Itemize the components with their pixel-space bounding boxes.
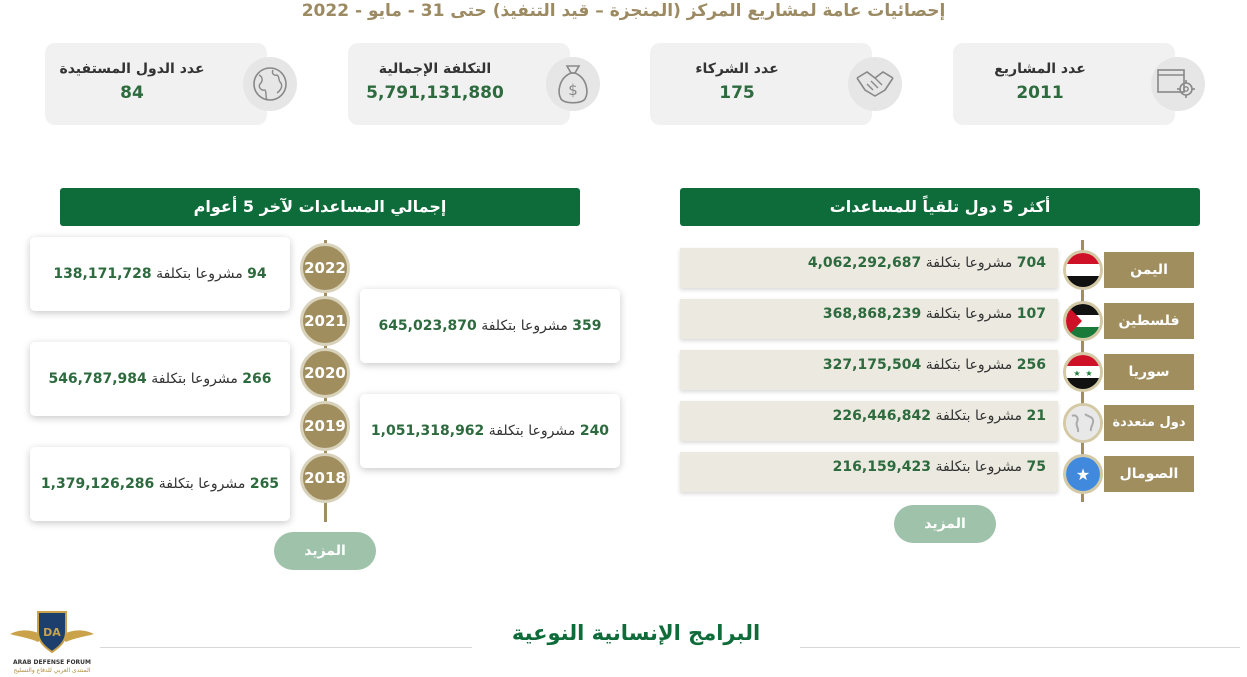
country-row-multiple[interactable]	[680, 401, 1058, 441]
year-badge-2020[interactable]: 2020	[300, 348, 350, 398]
country-row-syria[interactable]	[680, 350, 1058, 390]
stat-card-partners	[650, 43, 872, 125]
handshake-icon	[848, 57, 902, 111]
countries-more-button[interactable]: المزيد	[894, 505, 996, 543]
stat-label: عدد الشركاء	[695, 61, 779, 77]
svg-text:★: ★	[1073, 369, 1081, 378]
stat-value: 175	[719, 83, 755, 103]
row-text: مشروعا بتكلفة	[925, 306, 1013, 322]
row-cost: 4,062,292,687	[807, 255, 922, 271]
gear-document-icon	[1151, 57, 1205, 111]
stat-card-projects	[953, 43, 1175, 125]
row-cost: 368,868,239	[822, 306, 922, 322]
project-count: 75	[1026, 459, 1046, 475]
row-text: مشروعا بتكلفة	[481, 318, 568, 334]
country-name-syria[interactable]: سوريا	[1104, 354, 1194, 390]
project-count: 704	[1016, 255, 1046, 271]
row-cost: 327,175,504	[822, 357, 922, 373]
yemen-flag-icon	[1063, 250, 1103, 290]
logo-text-en: ARAB DEFENSE FORUM	[12, 659, 92, 666]
row-text: مشروعا بتكلفة	[935, 459, 1023, 475]
years-more-button[interactable]: المزيد	[274, 532, 376, 570]
row-cost: 546,787,984	[48, 371, 147, 387]
project-count: 94	[247, 266, 267, 282]
stat-label: عدد الدول المستفيدة	[59, 61, 205, 77]
stat-value: 2011	[1016, 83, 1064, 103]
country-name-multiple[interactable]: دول متعددة	[1104, 405, 1194, 441]
row-text: مشروعا بتكلفة	[925, 357, 1013, 373]
country-name-somalia[interactable]: الصومال	[1104, 456, 1194, 492]
svg-text:★: ★	[1075, 465, 1091, 484]
world-map-icon	[1063, 403, 1103, 443]
divider-left	[100, 647, 472, 648]
syria-flag-icon	[1063, 352, 1103, 392]
stat-card-countries	[45, 43, 267, 125]
project-count: 256	[1016, 357, 1046, 373]
palestine-flag-icon	[1063, 301, 1103, 341]
year-badge-2021[interactable]: 2021	[300, 296, 350, 346]
year-badge-2022[interactable]: 2022	[300, 243, 350, 293]
page-title: إحصائيات عامة لمشاريع المركز (المنجزة – قيد التنفيذ) حتى 31 - مايو - 2022	[301, 1, 946, 21]
country-row-somalia[interactable]	[680, 452, 1058, 492]
svg-text:★: ★	[1085, 369, 1093, 378]
money-bag-icon	[546, 57, 600, 111]
row-cost: 216,159,423	[832, 459, 931, 475]
year-card-2022[interactable]	[30, 237, 290, 311]
project-count: 240	[579, 423, 610, 439]
globe-icon	[243, 57, 297, 111]
year-card-2020[interactable]	[30, 342, 290, 416]
row-cost: 645,023,870	[378, 318, 477, 334]
project-count: 265	[249, 476, 280, 492]
logo-initials: DA	[43, 626, 61, 639]
top-countries-header: أكثر 5 دول تلقياً للمساعدات	[680, 188, 1200, 226]
year-badge-2018[interactable]: 2018	[300, 453, 350, 503]
year-badge-2019[interactable]: 2019	[300, 401, 350, 451]
stat-label: التكلفة الإجمالية	[378, 61, 492, 77]
row-text: مشروعا بتكلفة	[488, 423, 576, 439]
stat-value: 84	[120, 83, 144, 103]
country-name-yemen[interactable]: اليمن	[1104, 252, 1194, 288]
stat-value: 5,791,131,880	[366, 83, 504, 103]
year-card-2021[interactable]	[360, 289, 620, 363]
country-row-palestine[interactable]	[680, 299, 1058, 339]
row-cost: 138,171,728	[53, 266, 152, 282]
country-name-palestine[interactable]: فلسطين	[1104, 303, 1194, 339]
row-cost: 226,446,842	[832, 408, 931, 424]
year-card-2019[interactable]	[360, 394, 620, 468]
year-card-2018[interactable]	[30, 447, 290, 521]
row-text: مشروعا بتكلفة	[935, 408, 1023, 424]
project-count: 21	[1026, 408, 1046, 424]
row-text: مشروعا بتكلفة	[925, 255, 1013, 271]
country-row-yemen[interactable]	[680, 248, 1058, 288]
stat-label: عدد المشاريع	[994, 61, 1086, 77]
project-count: 266	[242, 371, 272, 387]
stat-card-total-cost	[348, 43, 578, 125]
row-cost: 1,051,318,962	[370, 423, 485, 439]
svg-text:$: $	[568, 81, 578, 99]
project-count: 359	[572, 318, 602, 334]
row-text: مشروعا بتكلفة	[156, 266, 243, 282]
programs-title: البرامج الإنسانية النوعية	[511, 621, 761, 645]
project-count: 107	[1016, 306, 1046, 322]
row-text: مشروعا بتكلفة	[151, 371, 238, 387]
logo-text-ar: المنتدى العربي للدفاع والتسليح	[13, 667, 91, 674]
row-text: مشروعا بتكلفة	[158, 476, 246, 492]
somalia-flag-icon	[1063, 454, 1103, 494]
years-header: إجمالي المساعدات لآخر 5 أعوام	[60, 188, 580, 226]
row-cost: 1,379,126,286	[40, 476, 155, 492]
divider-right	[800, 647, 1240, 648]
